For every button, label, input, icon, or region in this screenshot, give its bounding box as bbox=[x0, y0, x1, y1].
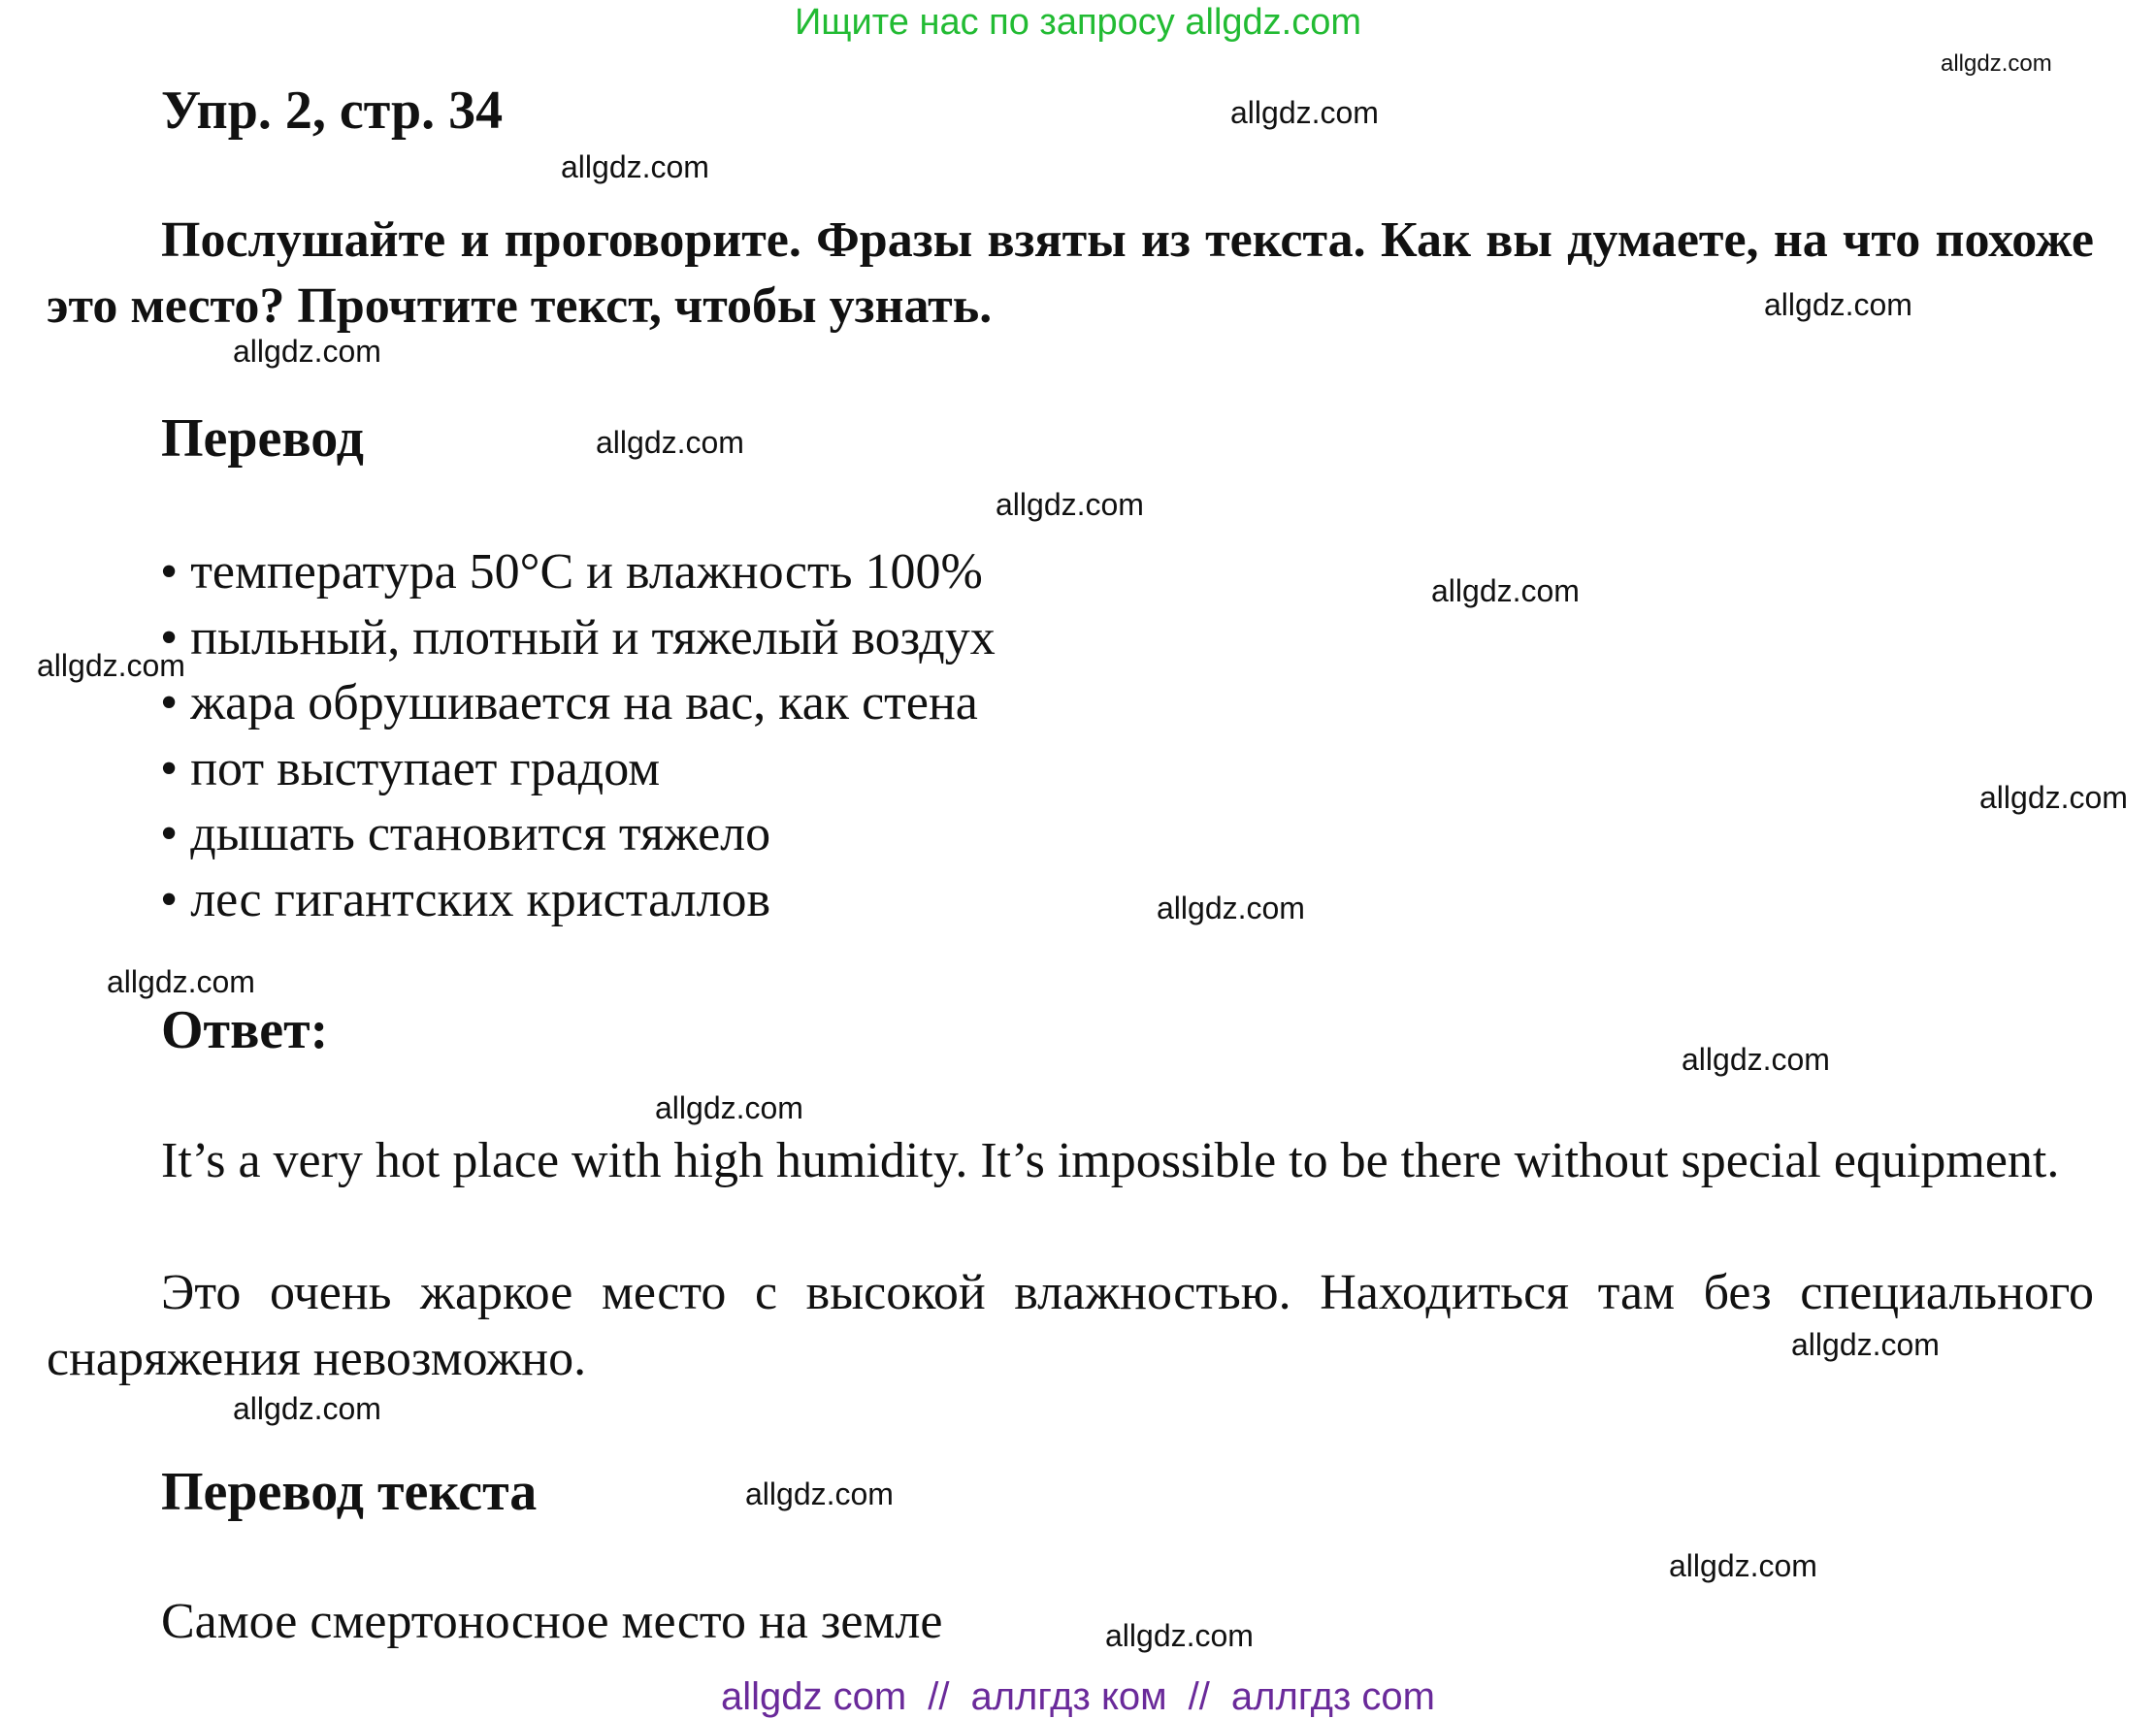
phrase-list bbox=[160, 539, 996, 932]
text-translation-heading: Перевод текста bbox=[161, 1462, 538, 1522]
answer-english: It’s a very hot place with high humidity. It’s impossible to be there without special equipment. bbox=[161, 1133, 2060, 1188]
footer-links bbox=[0, 1674, 2156, 1719]
watermark: allgdz.com bbox=[745, 1476, 894, 1511]
footer-link[interactable]: allgdz com bbox=[721, 1675, 907, 1718]
watermark: allgdz.com bbox=[561, 149, 709, 184]
promo-banner: Ищите нас по запросу allgdz.com bbox=[794, 2, 1361, 43]
list-item: • дышать становится тяжело bbox=[160, 806, 771, 861]
watermark: allgdz.com bbox=[1230, 95, 1379, 130]
watermark: allgdz.com bbox=[1669, 1548, 1817, 1583]
watermark: allgdz.com bbox=[1431, 573, 1580, 608]
list-item: • пыльный, плотный и тяжелый воздух bbox=[160, 609, 996, 665]
watermark: allgdz.com bbox=[655, 1090, 803, 1125]
watermark: allgdz.com bbox=[1941, 50, 2052, 77]
watermark: allgdz.com bbox=[1682, 1042, 1830, 1077]
watermark: allgdz.com bbox=[37, 648, 185, 683]
list-item: • жара обрушивается на вас, как стена bbox=[160, 675, 978, 730]
translation-heading: Перевод bbox=[161, 408, 364, 469]
footer-link[interactable]: аллгдз ком bbox=[970, 1675, 1167, 1718]
answer-heading: Ответ: bbox=[161, 1000, 329, 1060]
watermark: allgdz.com bbox=[996, 487, 1144, 522]
watermark: allgdz.com bbox=[1157, 891, 1305, 925]
text-title: Самое смертоносное место на земле bbox=[161, 1594, 943, 1649]
watermark: allgdz.com bbox=[233, 1391, 381, 1426]
watermark: allgdz.com bbox=[596, 425, 744, 460]
list-item: • пот выступает градом bbox=[160, 740, 661, 796]
answer-russian: Это очень жаркое место с высокой влажностью. Находиться там без специального снаряжения невозможно. bbox=[47, 1265, 2094, 1386]
watermark: allgdz.com bbox=[1105, 1618, 1254, 1653]
watermark: allgdz.com bbox=[1791, 1327, 1940, 1362]
footer-link[interactable]: аллгдз com bbox=[1230, 1675, 1435, 1718]
list-item: • лес гигантских кристаллов bbox=[160, 871, 771, 927]
watermark: allgdz.com bbox=[233, 334, 381, 369]
watermark: allgdz.com bbox=[1764, 287, 1912, 322]
watermark: allgdz.com bbox=[1979, 780, 2128, 815]
list-item: • температура 50°С и влажность 100% bbox=[160, 544, 983, 600]
footer-separator: // bbox=[1188, 1675, 1210, 1718]
watermark: allgdz.com bbox=[107, 964, 255, 999]
exercise-title: Упр. 2, стр. 34 bbox=[161, 81, 504, 141]
task-instructions: Послушайте и проговорите. Фразы взяты из текста. Как вы думаете, на что похоже это место? Прочтите текст, чтобы узнать. bbox=[47, 212, 2094, 334]
footer-separator: // bbox=[928, 1675, 950, 1718]
